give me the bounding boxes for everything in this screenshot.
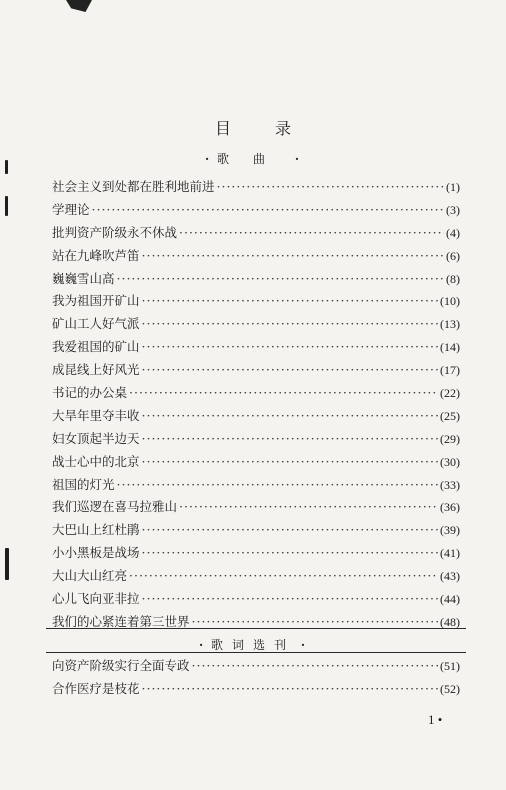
toc-entry[interactable] xyxy=(52,543,460,566)
toc-entry[interactable] xyxy=(52,383,460,406)
section-heading-text: 歌曲 xyxy=(216,152,289,166)
toc-entry-title: 我们的心紧连着第三世界 xyxy=(52,613,190,629)
toc-entry[interactable] xyxy=(52,291,460,314)
toc-entry-page: (39) xyxy=(440,523,460,538)
leader-dots xyxy=(142,681,438,696)
toc-entry-title: 大山大山红亮 xyxy=(52,568,128,584)
toc-entry[interactable] xyxy=(52,223,460,246)
toc-entry-title: 战士心中的北京 xyxy=(52,453,140,469)
leader-dots xyxy=(142,339,438,354)
toc-entry-page: (3) xyxy=(446,202,460,217)
bullet-dot: · xyxy=(204,152,212,166)
toc-entry-page: (51) xyxy=(440,659,460,673)
toc-entry[interactable] xyxy=(52,269,460,292)
toc-entry-title: 祖国的灯光 xyxy=(52,476,115,492)
toc-entry-title: 矿山工人好气派 xyxy=(52,316,140,332)
toc-list-lyrics xyxy=(52,656,460,702)
leader-dots xyxy=(142,408,438,423)
toc-entry-page: (25) xyxy=(440,408,460,423)
leader-dots xyxy=(142,591,438,606)
leader-dots xyxy=(129,568,438,583)
toc-entry-page: (14) xyxy=(440,340,460,355)
toc-entry-title: 合作医疗是枝花 xyxy=(52,680,140,696)
leader-dots xyxy=(179,499,438,514)
leader-dots xyxy=(142,316,438,331)
toc-entry-page: (44) xyxy=(440,592,460,607)
toc-entry[interactable] xyxy=(52,360,460,383)
toc-entry[interactable] xyxy=(52,246,460,269)
toc-entry[interactable] xyxy=(52,520,460,543)
leader-dots xyxy=(142,454,438,469)
toc-entry[interactable] xyxy=(52,475,460,498)
toc-entry-title: 批判资产阶级永不休战 xyxy=(52,224,178,240)
section-rule xyxy=(46,652,466,653)
toc-entry[interactable] xyxy=(52,497,460,520)
scan-edge-mark xyxy=(5,548,9,580)
leader-dots xyxy=(179,225,444,240)
scan-edge-mark xyxy=(5,196,8,216)
leader-dots xyxy=(142,362,438,377)
toc-entry[interactable] xyxy=(52,656,460,679)
leader-dots xyxy=(217,179,444,194)
toc-entry-title: 大旱年里夺丰收 xyxy=(52,407,140,423)
page-title: 目录 xyxy=(214,119,335,138)
toc-entry-title: 成昆线上好风光 xyxy=(52,362,140,378)
leader-dots xyxy=(117,271,444,286)
toc-entry[interactable] xyxy=(52,200,460,223)
toc-entry-title: 巍巍雪山高 xyxy=(52,270,115,286)
toc-entry-page: (36) xyxy=(440,500,460,515)
leader-dots xyxy=(92,202,444,217)
toc-entry-page: (33) xyxy=(440,477,460,492)
toc-entry-page: (41) xyxy=(440,546,460,561)
toc-entry[interactable] xyxy=(52,337,460,360)
toc-entry[interactable] xyxy=(52,679,460,702)
toc-entry-page: (1) xyxy=(446,180,460,194)
toc-entry-page: (4) xyxy=(446,225,460,240)
page-number: 1 • xyxy=(428,712,443,727)
leader-dots xyxy=(142,431,438,446)
scan-ink-mark xyxy=(66,0,92,12)
bullet-dot: · xyxy=(300,638,308,652)
toc-entry[interactable] xyxy=(52,566,460,589)
toc-entry[interactable] xyxy=(52,589,460,612)
leader-dots xyxy=(117,477,438,492)
toc-entry-page: (48) xyxy=(440,614,460,629)
toc-entry-title: 社会主义到处都在胜利地前进 xyxy=(52,179,215,194)
toc-entry-title: 向资产阶级实行全面专政 xyxy=(52,658,190,673)
toc-entry-page: (8) xyxy=(446,271,460,286)
bullet-dot: · xyxy=(294,152,302,166)
toc-list-songs xyxy=(52,177,460,635)
toc-entry[interactable] xyxy=(52,406,460,429)
toc-entry-title: 站在九峰吹芦笛 xyxy=(52,247,140,263)
toc-entry-title: 我爱祖国的矿山 xyxy=(52,339,140,355)
toc-entry[interactable] xyxy=(52,452,460,475)
toc-entry[interactable] xyxy=(52,314,460,337)
toc-entry-title: 大巴山上红杜鹃 xyxy=(52,522,140,538)
toc-entry-title: 我为祖国开矿山 xyxy=(52,293,140,309)
leader-dots xyxy=(192,658,438,673)
leader-dots xyxy=(192,614,438,629)
leader-dots xyxy=(129,385,438,400)
toc-entry-title: 我们巡逻在喜马拉雅山 xyxy=(52,499,178,515)
toc-entry-page: (10) xyxy=(440,294,460,309)
toc-entry[interactable] xyxy=(52,612,460,635)
leader-dots xyxy=(142,522,438,537)
leader-dots xyxy=(142,248,444,263)
toc-entry[interactable] xyxy=(52,177,460,200)
toc-entry-page: (30) xyxy=(440,454,460,469)
toc-entry-page: (43) xyxy=(440,569,460,584)
section-heading-songs xyxy=(0,150,506,167)
toc-entry-page: (6) xyxy=(446,248,460,263)
leader-dots xyxy=(142,545,438,560)
section-heading-text: 歌词选刊 xyxy=(210,638,295,652)
toc-entry-page: (22) xyxy=(440,386,460,401)
bullet-dot: · xyxy=(198,638,206,652)
section-heading-lyrics xyxy=(0,636,506,653)
leader-dots xyxy=(142,293,438,308)
toc-entry-title: 学理论 xyxy=(52,201,90,217)
toc-entry-page: (13) xyxy=(440,317,460,332)
toc-entry-title: 心儿飞向亚非拉 xyxy=(52,591,140,607)
toc-entry-title: 妇女顶起半边天 xyxy=(52,430,140,446)
toc-entry[interactable] xyxy=(52,429,460,452)
toc-entry-title: 书记的办公桌 xyxy=(52,385,128,401)
toc-entry-page: (17) xyxy=(440,363,460,378)
toc-entry-page: (29) xyxy=(440,431,460,446)
toc-entry-title: 小小黑板是战场 xyxy=(52,545,140,561)
section-rule xyxy=(46,628,466,629)
toc-entry-page: (52) xyxy=(440,681,460,696)
